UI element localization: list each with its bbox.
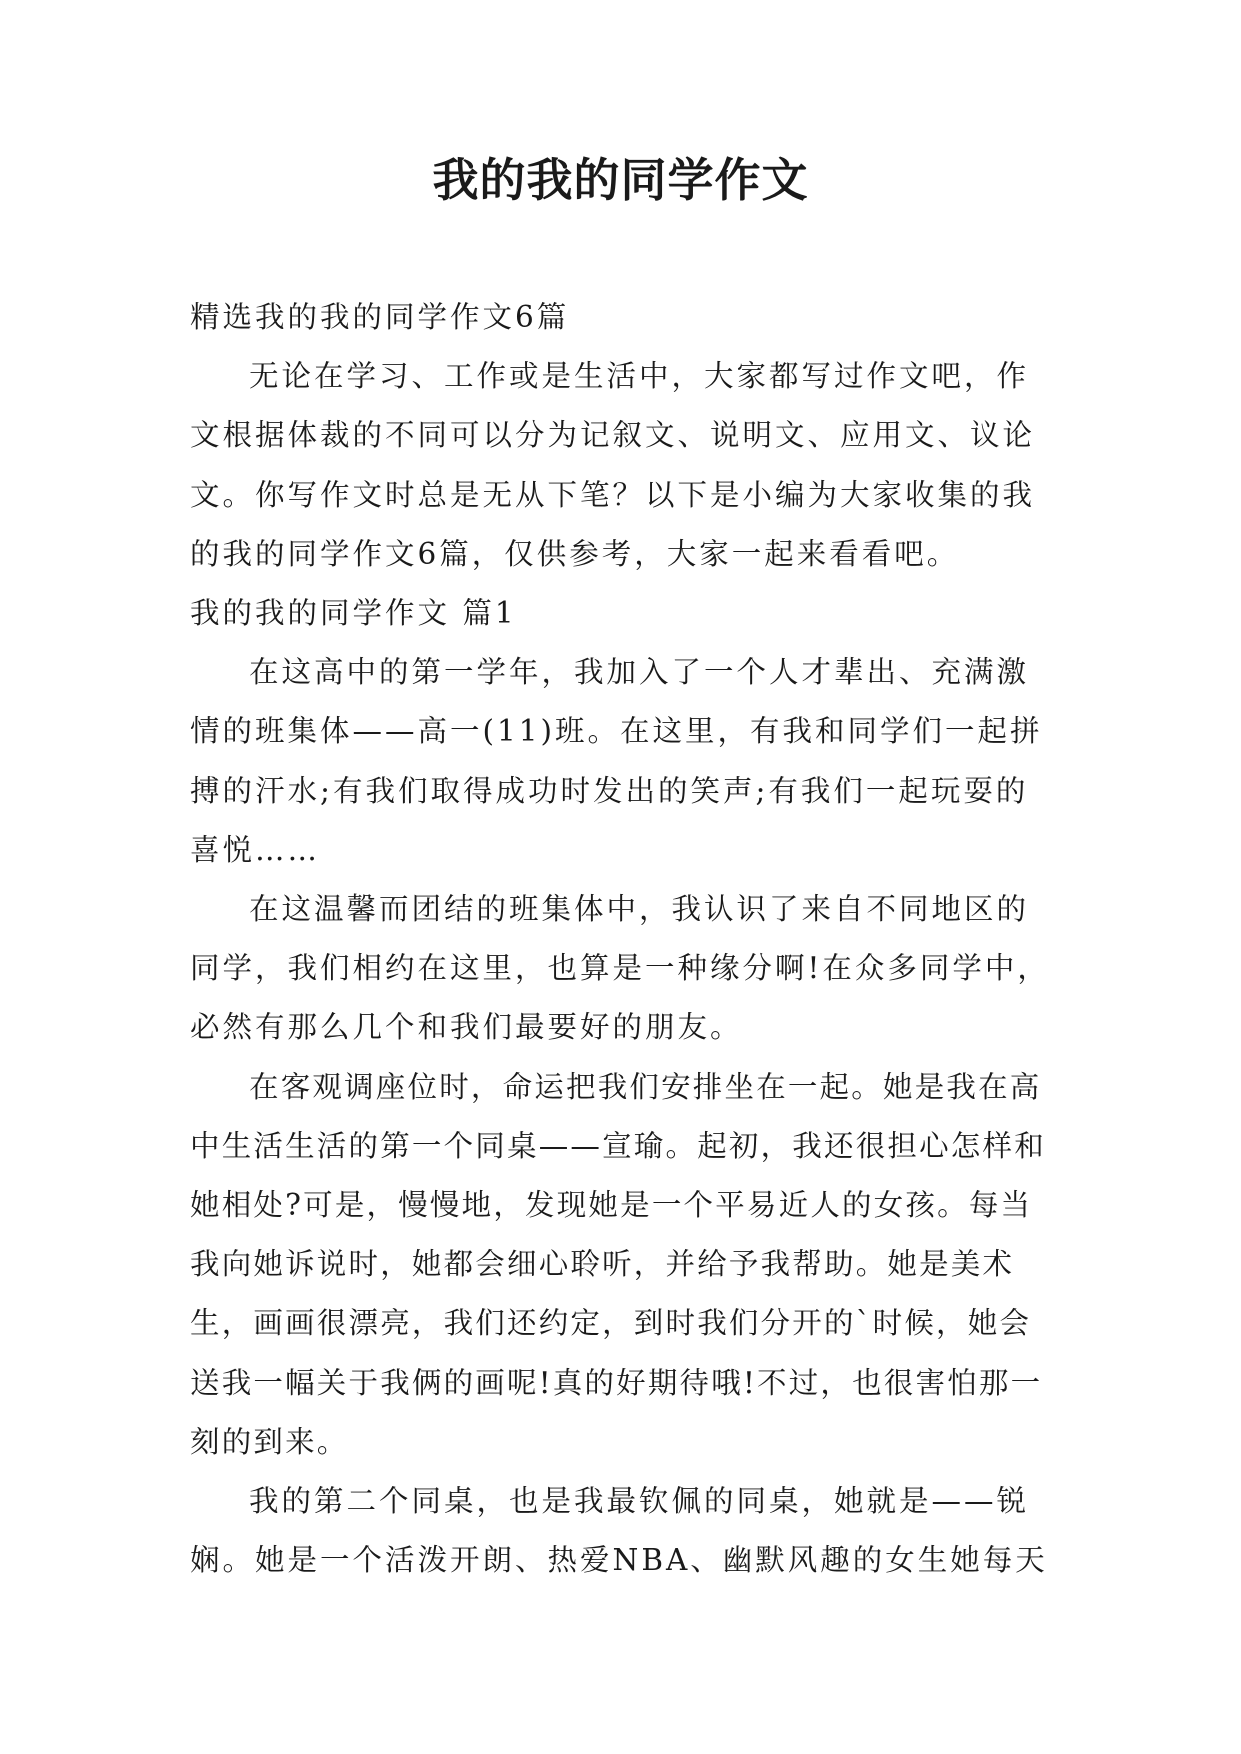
- body-paragraph: 我的第二个同桌，也是我最钦佩的同桌，她就是——锐娴。她是一个活泼开朗、热爱NBA、幽默风趣的女生她每天: [190, 1484, 1048, 1578]
- document-title: 我的我的同学作文: [432, 153, 809, 207]
- subtitle-line: 精选我的我的同学作文6篇: [190, 300, 570, 334]
- intro-paragraph: 无论在学习、工作或是生活中，大家都写过作文吧，作文根据体裁的不同可以分为记叙文、说明文、应用文、议论文。你写作文时总是无从下笔？以下是小编为大家收集的我的我的同学作文6篇，仅供参考，大家一起来看看吧。: [190, 359, 1036, 571]
- section-heading: 我的我的同学作文 篇1: [190, 596, 517, 631]
- body-paragraph: 在这高中的第一学年，我加入了一个人才辈出、充满激情的班集体——高一(11)班。在这里，有我和同学们一起拼搏的汗水;有我们取得成功时发出的笑声;有我们一起玩耍的喜悦……: [190, 655, 1043, 867]
- document-body: [190, 288, 1050, 1590]
- body-paragraph: 在客观调座位时，命运把我们安排坐在一起。她是我在高中生活生活的第一个同桌——宣瑜。起初，我还很担心怎样和她相处?可是，慢慢地，发现她是一个平易近人的女孩。每当我向她诉说时，她都会细心聆听，并给予我帮助。她是美术生，画画很漂亮，我们还约定，到时我们分开的`时候，她会送我一幅关于我俩的画呢!真的好期待哦!不过，也很害怕那一刻的到来。: [190, 1069, 1046, 1459]
- body-paragraph: 在这温馨而团结的班集体中，我认识了来自不同地区的同学，我们相约在这里，也算是一种缘分啊!在众多同学中，必然有那么几个和我们最要好的朋友。: [190, 892, 1050, 1045]
